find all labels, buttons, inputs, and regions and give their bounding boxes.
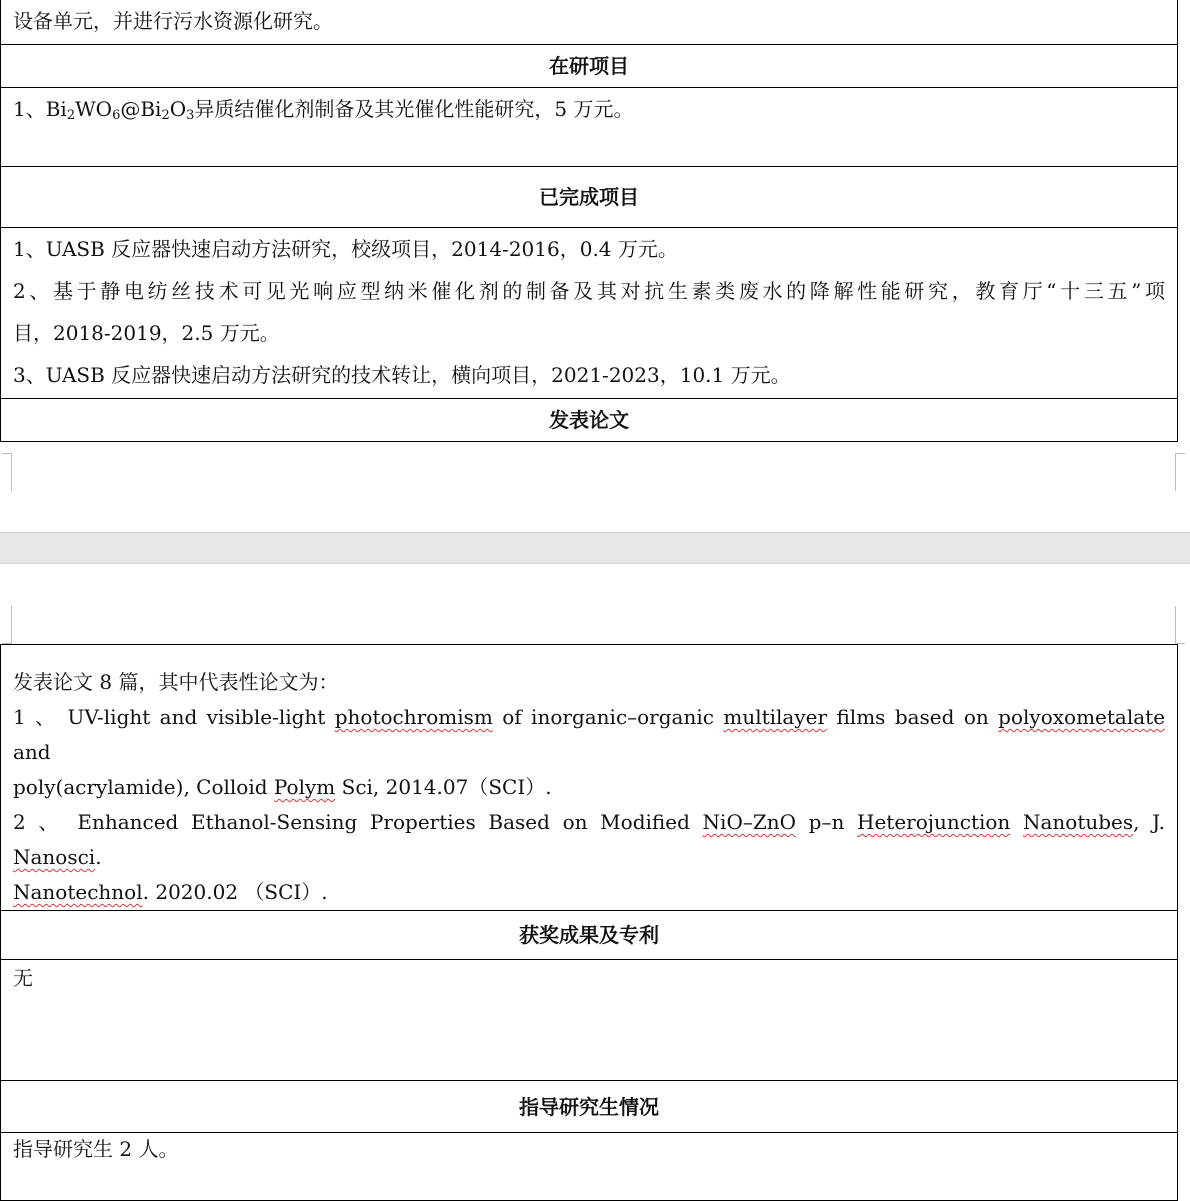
- current-project-item: 1、$Bi_2WO_6@Bi_2O_3$异质结催化剂制备及其光催化性能研究，5 万元。: [13, 97, 634, 123]
- completed-item-1: 1、UASB 反应器快速启动方法研究，校级项目，2014-2016，0.4 万元。: [13, 237, 678, 261]
- current-projects-heading: 在研项目: [1, 45, 1178, 88]
- papers-intro: 发表论文 8 篇，其中代表性论文为：: [13, 670, 339, 694]
- students-cell: [1, 1133, 1178, 1201]
- awards-cell: [1, 960, 1178, 1081]
- papers-heading: 发表论文: [1, 399, 1178, 442]
- papers-cell: [1, 645, 1178, 911]
- margin-mark-left: [2, 606, 12, 644]
- completed-item-2-cont: 目，2018-2019，2.5 万元。: [13, 321, 280, 345]
- students-heading: 指导研究生情况: [1, 1081, 1178, 1133]
- margin-mark-left: [2, 453, 12, 491]
- paper-2-line-1: 2 、 Enhanced Ethanol-Sensing Properties Based on Modified NiO–ZnO p–n Heterojunction Nanotubes, J. Nanosci.: [13, 810, 1165, 869]
- completed-item-2: 2、基于静电纺丝技术可见光响应型纳米催化剂的制备及其对抗生素类废水的降解性能研究，教育厅“十三五”项: [13, 279, 1165, 303]
- continuation-cell: [1, 0, 1178, 45]
- awards-text: 无: [13, 966, 33, 990]
- completed-projects-cell: [1, 228, 1178, 399]
- completed-item-3: 3、UASB 反应器快速启动方法研究的技术转让，横向项目，2021-2023，10.1 万元。: [13, 363, 791, 387]
- margin-mark-right: [1175, 453, 1185, 491]
- paper-1-line-2: poly(acrylamide), Colloid Polym Sci, 2014.07（SCI）.: [13, 775, 552, 799]
- paper-2-line-2: Nanotechnol. 2020.02 （SCI）.: [13, 880, 328, 904]
- table-top: [0, 0, 1178, 442]
- margin-mark-right: [1175, 606, 1185, 644]
- continuation-text: 设备单元，并进行污水资源化研究。: [13, 9, 333, 33]
- current-projects-cell: [1, 88, 1178, 167]
- awards-heading: 获奖成果及专利: [1, 911, 1178, 960]
- students-text: 指导研究生 2 人。: [13, 1137, 179, 1161]
- page-top: [0, 0, 1190, 532]
- completed-projects-heading: 已完成项目: [1, 167, 1178, 228]
- table-bottom: [0, 644, 1178, 1201]
- page-bottom: [0, 564, 1190, 1170]
- paper-1-line-1: 1 、 UV-light and visible-light photochromism of inorganic–organic multilayer films based on polyoxometalate and: [13, 705, 1166, 764]
- page-separator: [0, 532, 1190, 564]
